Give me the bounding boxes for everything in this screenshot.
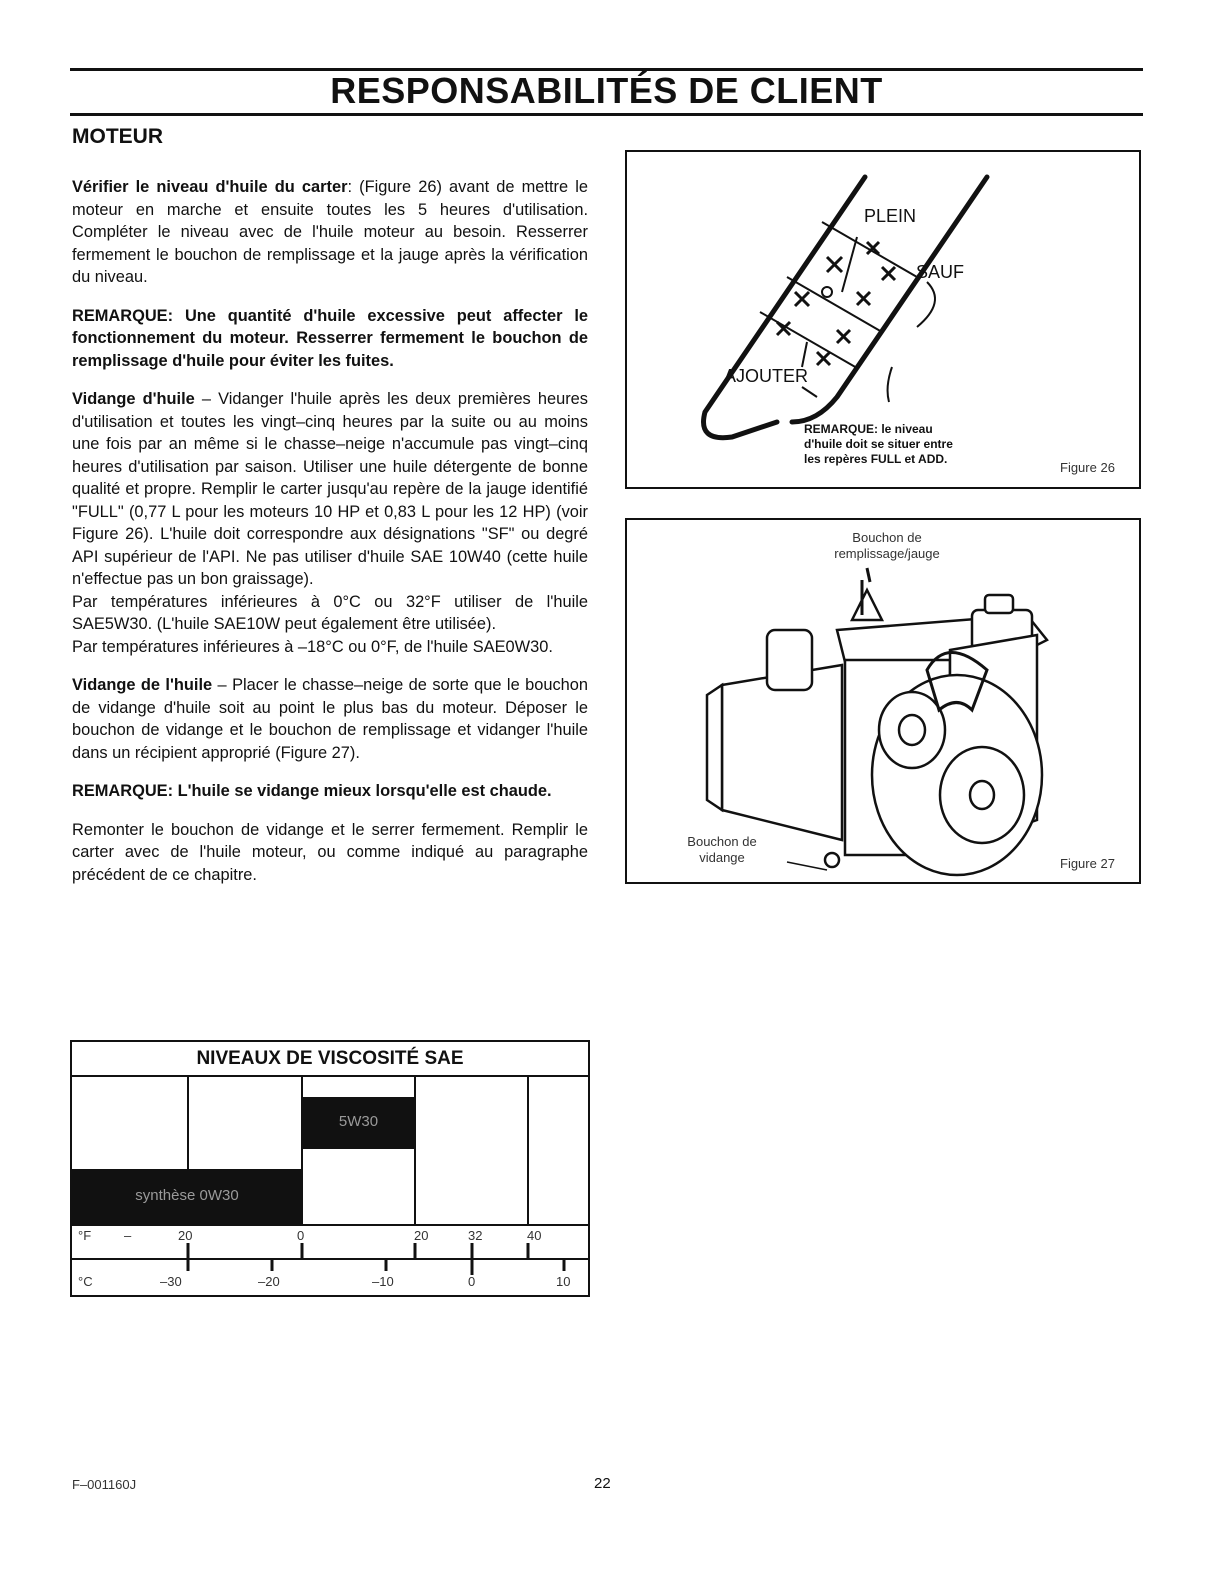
label-safe: SAUF xyxy=(916,262,965,282)
c-tick-0: 0 xyxy=(468,1274,476,1289)
label-add: AJOUTER xyxy=(724,366,809,386)
paragraph-reinstall: Remonter le bouchon de vidange et le serrer fermement. Remplir le carter avec de l'huile moteur, ou comme indiqué au paragraphe précédent de ce chapitre. xyxy=(72,820,588,884)
text-drain: – Placer le chasse–neige de sorte que le bouchon de vidange d'huile soit au point le plus bas du moteur. Déposer le bouchon de vidange et le bouchon de remplissage et vidanger l'huile dans un récipient approprié (Figure 27). xyxy=(72,676,588,762)
fill-cap-line-1: Bouchon de xyxy=(852,530,922,545)
document-code: F–001160J xyxy=(72,1477,137,1492)
figure-27 xyxy=(625,518,1141,884)
figure-26-caption: Figure 26 xyxy=(1060,460,1115,475)
f-tick-40: 40 xyxy=(527,1228,542,1243)
note-warm-oil: REMARQUE: L'huile se vidange mieux lorsqu'elle est chaude. xyxy=(72,782,552,800)
drain-plug-line-2: vidange xyxy=(699,850,745,865)
drain-plug-line-1: Bouchon de xyxy=(687,834,757,849)
f-tick-32: 32 xyxy=(468,1228,483,1243)
section-heading: MOTEUR xyxy=(72,125,163,148)
fahrenheit-dash: – xyxy=(124,1228,132,1243)
text-check-oil: : (Figure 26) avant de mettre le moteur en marche et ensuite toutes les 5 heures d'utilisation. Compléter le niveau avec de l'huile moteur au besoin. Resserrer fermement le bouchon de remplissage et la jauge après la vérification du niveau. xyxy=(72,178,588,286)
label-drain-plug xyxy=(682,834,762,866)
figure-26-note xyxy=(804,422,953,467)
figure-26 xyxy=(625,150,1141,489)
note-excess-oil: REMARQUE: Une quantité d'huile excessive peut affecter le fonctionnement du moteur. Resserrer fermement le bouchon de remplissage d'huile pour éviter les fuites. xyxy=(72,306,588,370)
fahrenheit-unit: °F xyxy=(78,1228,92,1243)
f-tick-0: 0 xyxy=(297,1228,305,1243)
note-line-2: d'huile doit se situer entre xyxy=(804,437,953,451)
paragraph-check-oil xyxy=(72,176,588,289)
c-tick-10: 10 xyxy=(556,1274,571,1289)
note-line-3: les repères FULL et ADD. xyxy=(804,452,948,466)
c-tick-minus20: –20 xyxy=(258,1274,280,1289)
page-title: RESPONSABILITÉS DE CLIENT xyxy=(330,70,883,111)
note-line-1: REMARQUE: le niveau xyxy=(804,422,933,436)
celsius-unit: °C xyxy=(78,1274,93,1289)
f-tick-20: 20 xyxy=(414,1228,429,1243)
paragraph-oil-change xyxy=(72,388,588,591)
label-5w30: 5W30 xyxy=(338,1113,379,1130)
title-underline xyxy=(70,113,1143,116)
engine-illustration xyxy=(627,520,1139,882)
c-tick-minus10: –10 xyxy=(372,1274,394,1289)
text-oil-change: – Vidanger l'huile après les deux premières heures d'utilisation et toutes les vingt–cinq heures par la suite ou au moins une fois par an même si le chasse–neige n'accumule pas vingt–cinq heures d'utilisation par saison. Utiliser une huile détergente de bonne qualité et propre. Remplir le carter jusqu'au repère de la jauge identifié "FULL" (0,77 L pour les moteurs 10 HP et 0,83 L pour les 12 HP) (voir Figure 26). L'huile doit correspondre aux désignations "SF" ou degré API supérieur de l'API. Ne pas utiliser d'huile SAE 10W40 (cette huile n'effectue pas un bon graissage). xyxy=(72,390,588,588)
c-tick-minus30: –30 xyxy=(160,1274,182,1289)
viscosity-title: NIVEAUX DE VISCOSITÉ SAE xyxy=(72,1042,588,1077)
body-text xyxy=(72,176,588,902)
lead-drain: Vidange de l'huile xyxy=(72,676,213,694)
label-0w30: synthèse 0W30 xyxy=(135,1187,239,1204)
paragraph-below-zero: Par températures inférieures à 0°C ou 32°F utiliser de l'huile SAE5W30. (L'huile SAE10W peut également être utilisée). xyxy=(72,592,588,633)
viscosity-chart xyxy=(70,1040,590,1297)
figure-27-caption: Figure 27 xyxy=(1060,856,1115,871)
lead-check-oil: Vérifier le niveau d'huile du carter xyxy=(72,178,348,196)
fill-cap-line-2: remplissage/jauge xyxy=(834,546,940,561)
lead-oil-change: Vidange d'huile xyxy=(72,390,195,408)
label-full: PLEIN xyxy=(864,206,917,226)
paragraph-drain xyxy=(72,674,588,764)
f-tick-20-neg: 20 xyxy=(178,1228,193,1243)
page-number: 22 xyxy=(594,1475,611,1492)
paragraph-below-minus18: Par températures inférieures à –18°C ou 0°F, de l'huile SAE0W30. xyxy=(72,637,553,656)
